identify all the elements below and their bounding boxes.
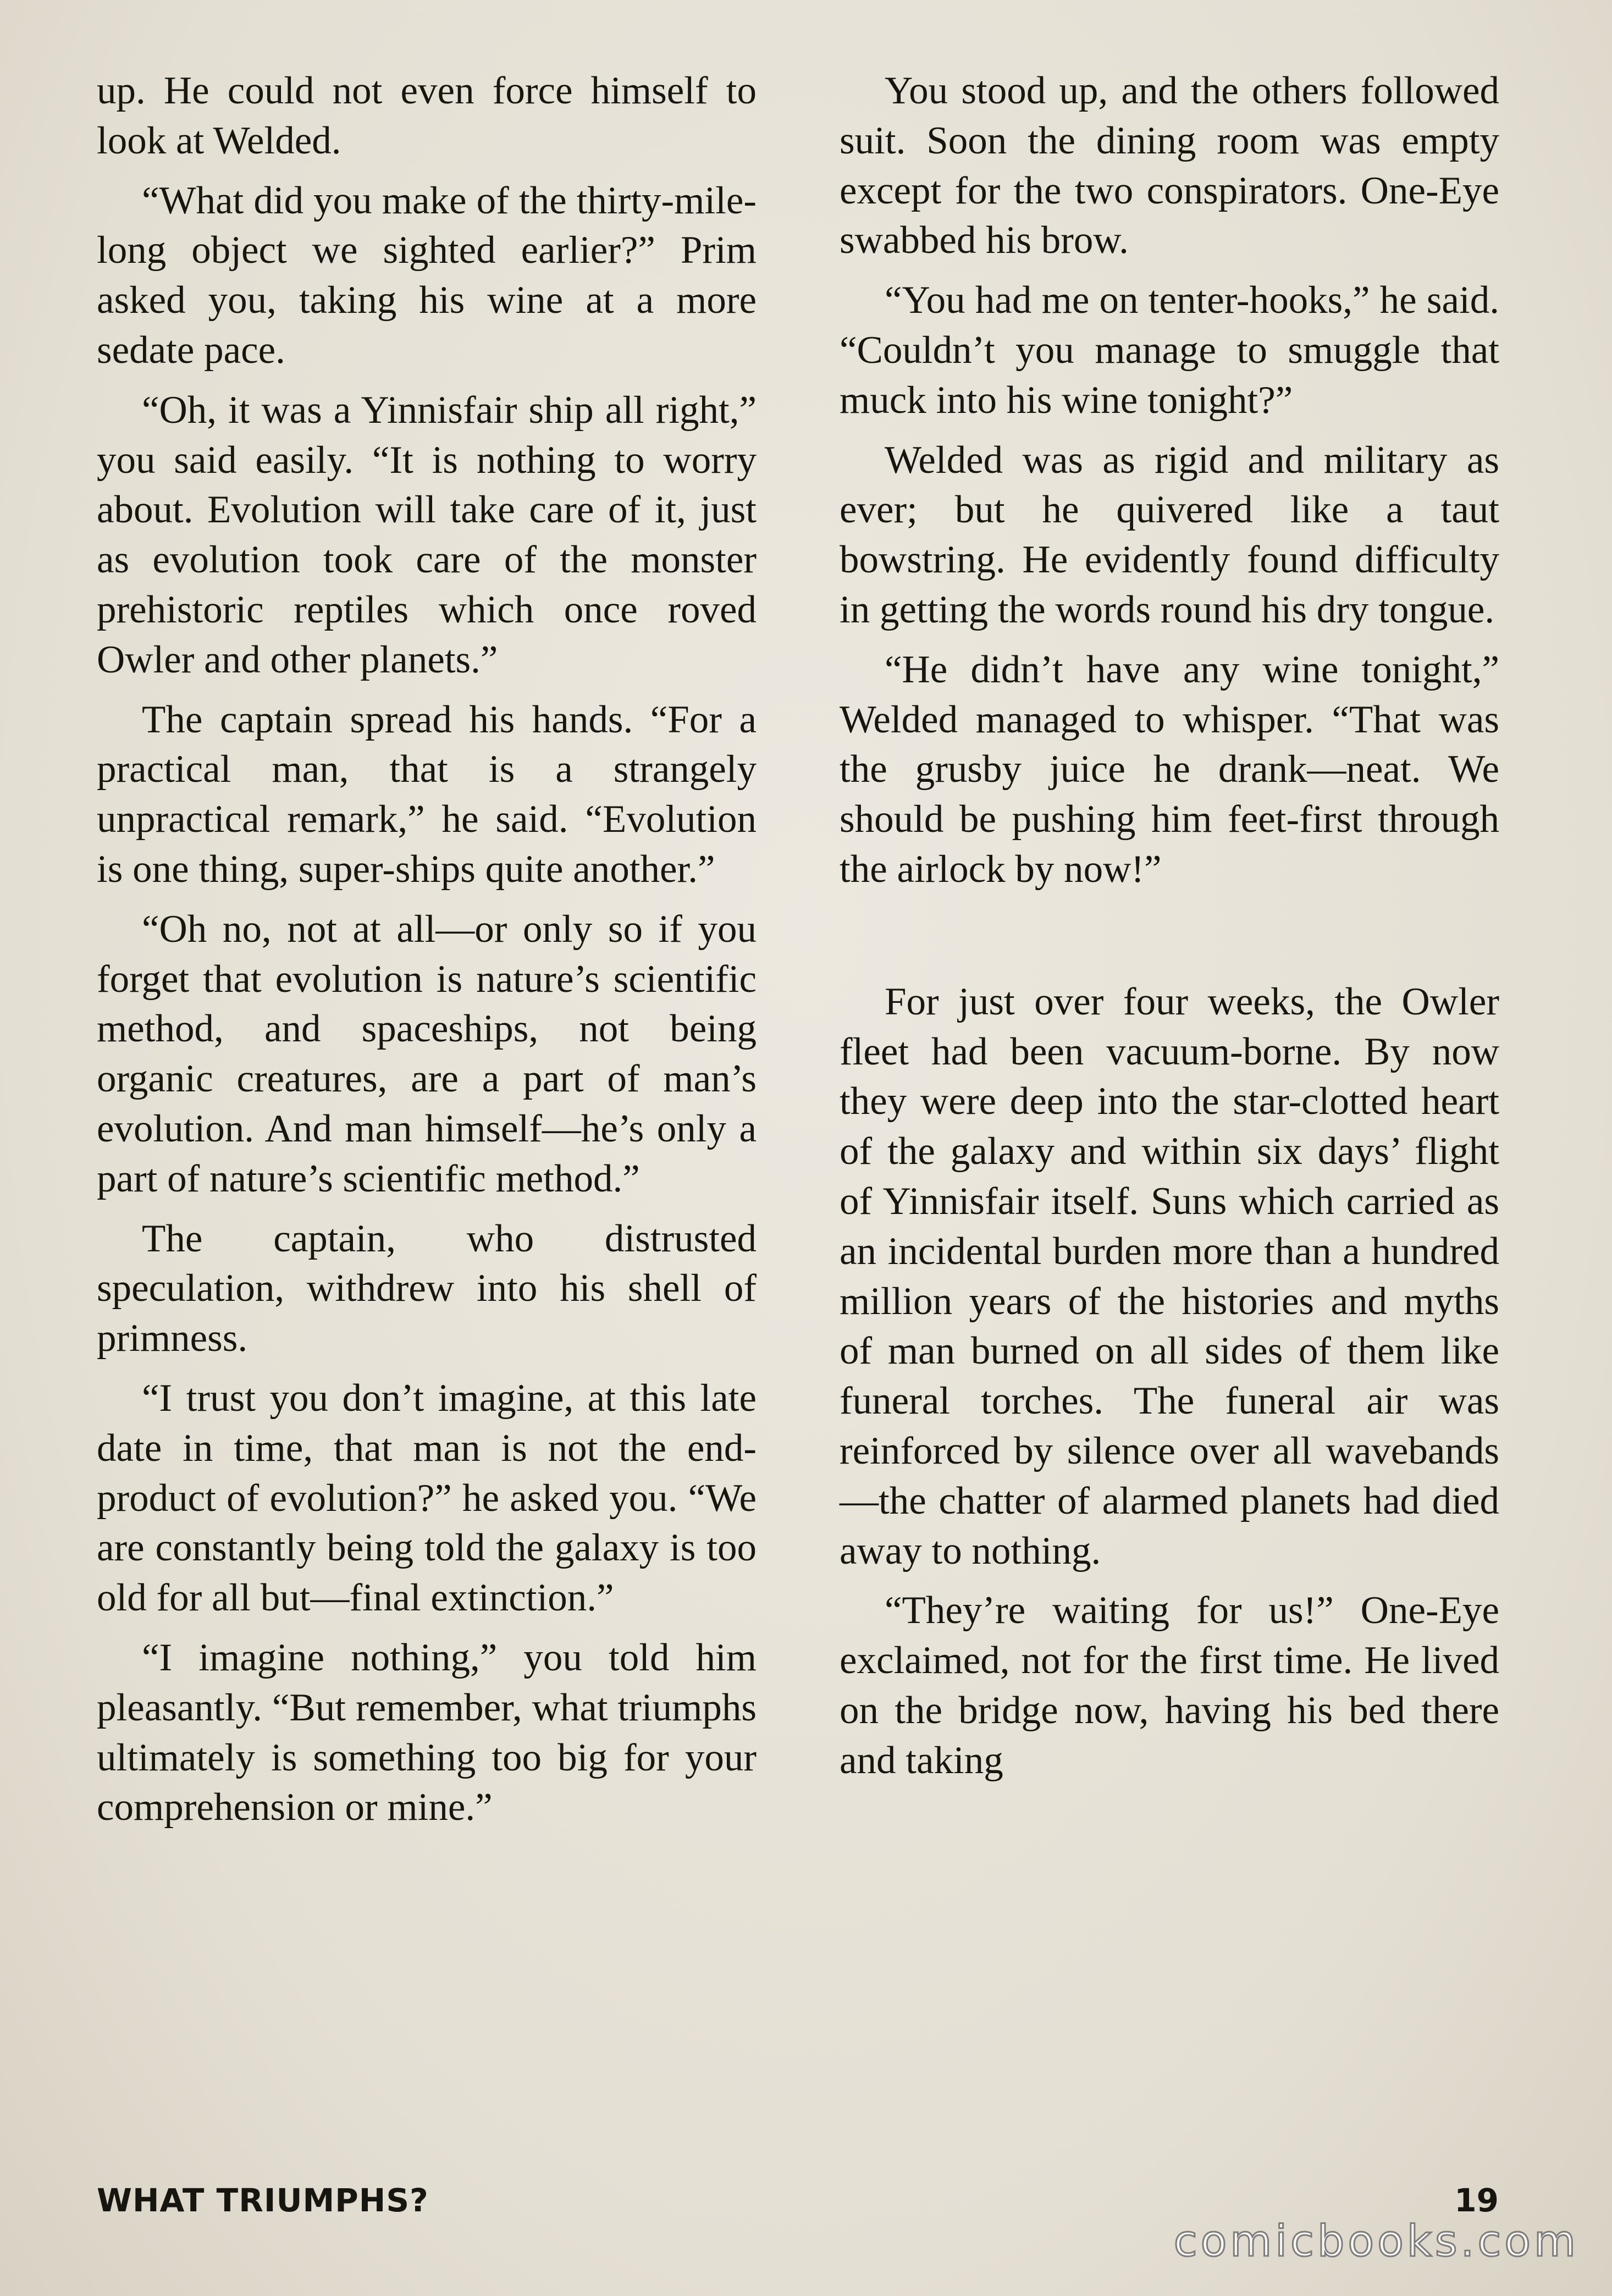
running-title: WHAT TRIUMPHS? <box>97 2182 429 2219</box>
paragraph: “I imagine nothing,” you told him pleasantly. “But remember, what triumphs ultimately is something too big for your comprehension or mine.” <box>97 1636 757 1829</box>
paragraph: “He didn’t have any wine tonight,” Welded managed to whisper. “That was the grusby juice he drank—neat. We should be pushing him feet-first through the airlock by now!” <box>840 648 1499 891</box>
paragraph: up. He could not even force himself to look at Welded. <box>97 69 757 162</box>
paragraph: “I trust you don’t imagine, at this late date in time, that man is not the end-product of evolution?” he asked you. “We are constantly being told the galaxy is too old for all but—final extinction.” <box>97 1376 757 1620</box>
paragraph: “You had me on tenter-hooks,” he said. “Couldn’t you manage to smuggle that muck into his wine tonight?” <box>840 279 1499 422</box>
page-footer <box>97 2182 1499 2220</box>
paragraph: “Oh no, not at all—or only so if you forget that evolution is nature’s scientific method, and spaceships, not being organic creatures, are a part of man’s evolution. And man himself—he’s only a part of nature’s scientific method.” <box>97 907 757 1200</box>
paragraph: You stood up, and the others followed suit. Soon the dining room was empty except for the two conspirators. One-Eye swabbed his brow. <box>840 69 1499 262</box>
paragraph: Welded was as rigid and military as ever; but he quivered like a taut bowstring. He evidently found difficulty in getting the words round his dry tongue. <box>840 438 1499 631</box>
right-text-column <box>840 66 1499 1796</box>
paragraph: “What did you make of the thirty-mile-long object we sighted earlier?” Prim asked you, taking his wine at a more sedate pace. <box>97 179 757 372</box>
paragraph: The captain spread his hands. “For a practical man, that is a strangely unpractical remark,” he said. “Evolution is one thing, super-ships quite another.” <box>97 698 757 891</box>
site-watermark: comicbooks.com <box>1173 2217 1579 2266</box>
paragraph: “Oh, it was a Yinnisfair ship all right,” you said easily. “It is nothing to worry about. Evolution will take care of it, just as evolution took care of the monster prehistoric reptiles which once roved Owler and other planets.” <box>97 388 757 681</box>
paragraph: “They’re waiting for us!” One-Eye exclaimed, not for the first time. He lived on the bridge now, having his bed there and taking <box>840 1589 1499 1782</box>
paragraph: For just over four weeks, the Owler fleet had been vacuum-borne. By now they were deep into the star-clotted heart of the galaxy and within six days’ flight of Yinnisfair itself. Suns which carried as an incidental burden more than a hundred million years of the histories and myths of man burned on all sides of them like funeral torches. The funeral air was reinforced by silence over all wavebands—the chatter of alarmed planets had died away to nothing. <box>840 980 1499 1572</box>
page-number: 19 <box>1454 2182 1499 2219</box>
paragraph: The captain, who distrusted speculation, withdrew into his shell of primness. <box>97 1217 757 1360</box>
left-text-column <box>97 66 757 1842</box>
